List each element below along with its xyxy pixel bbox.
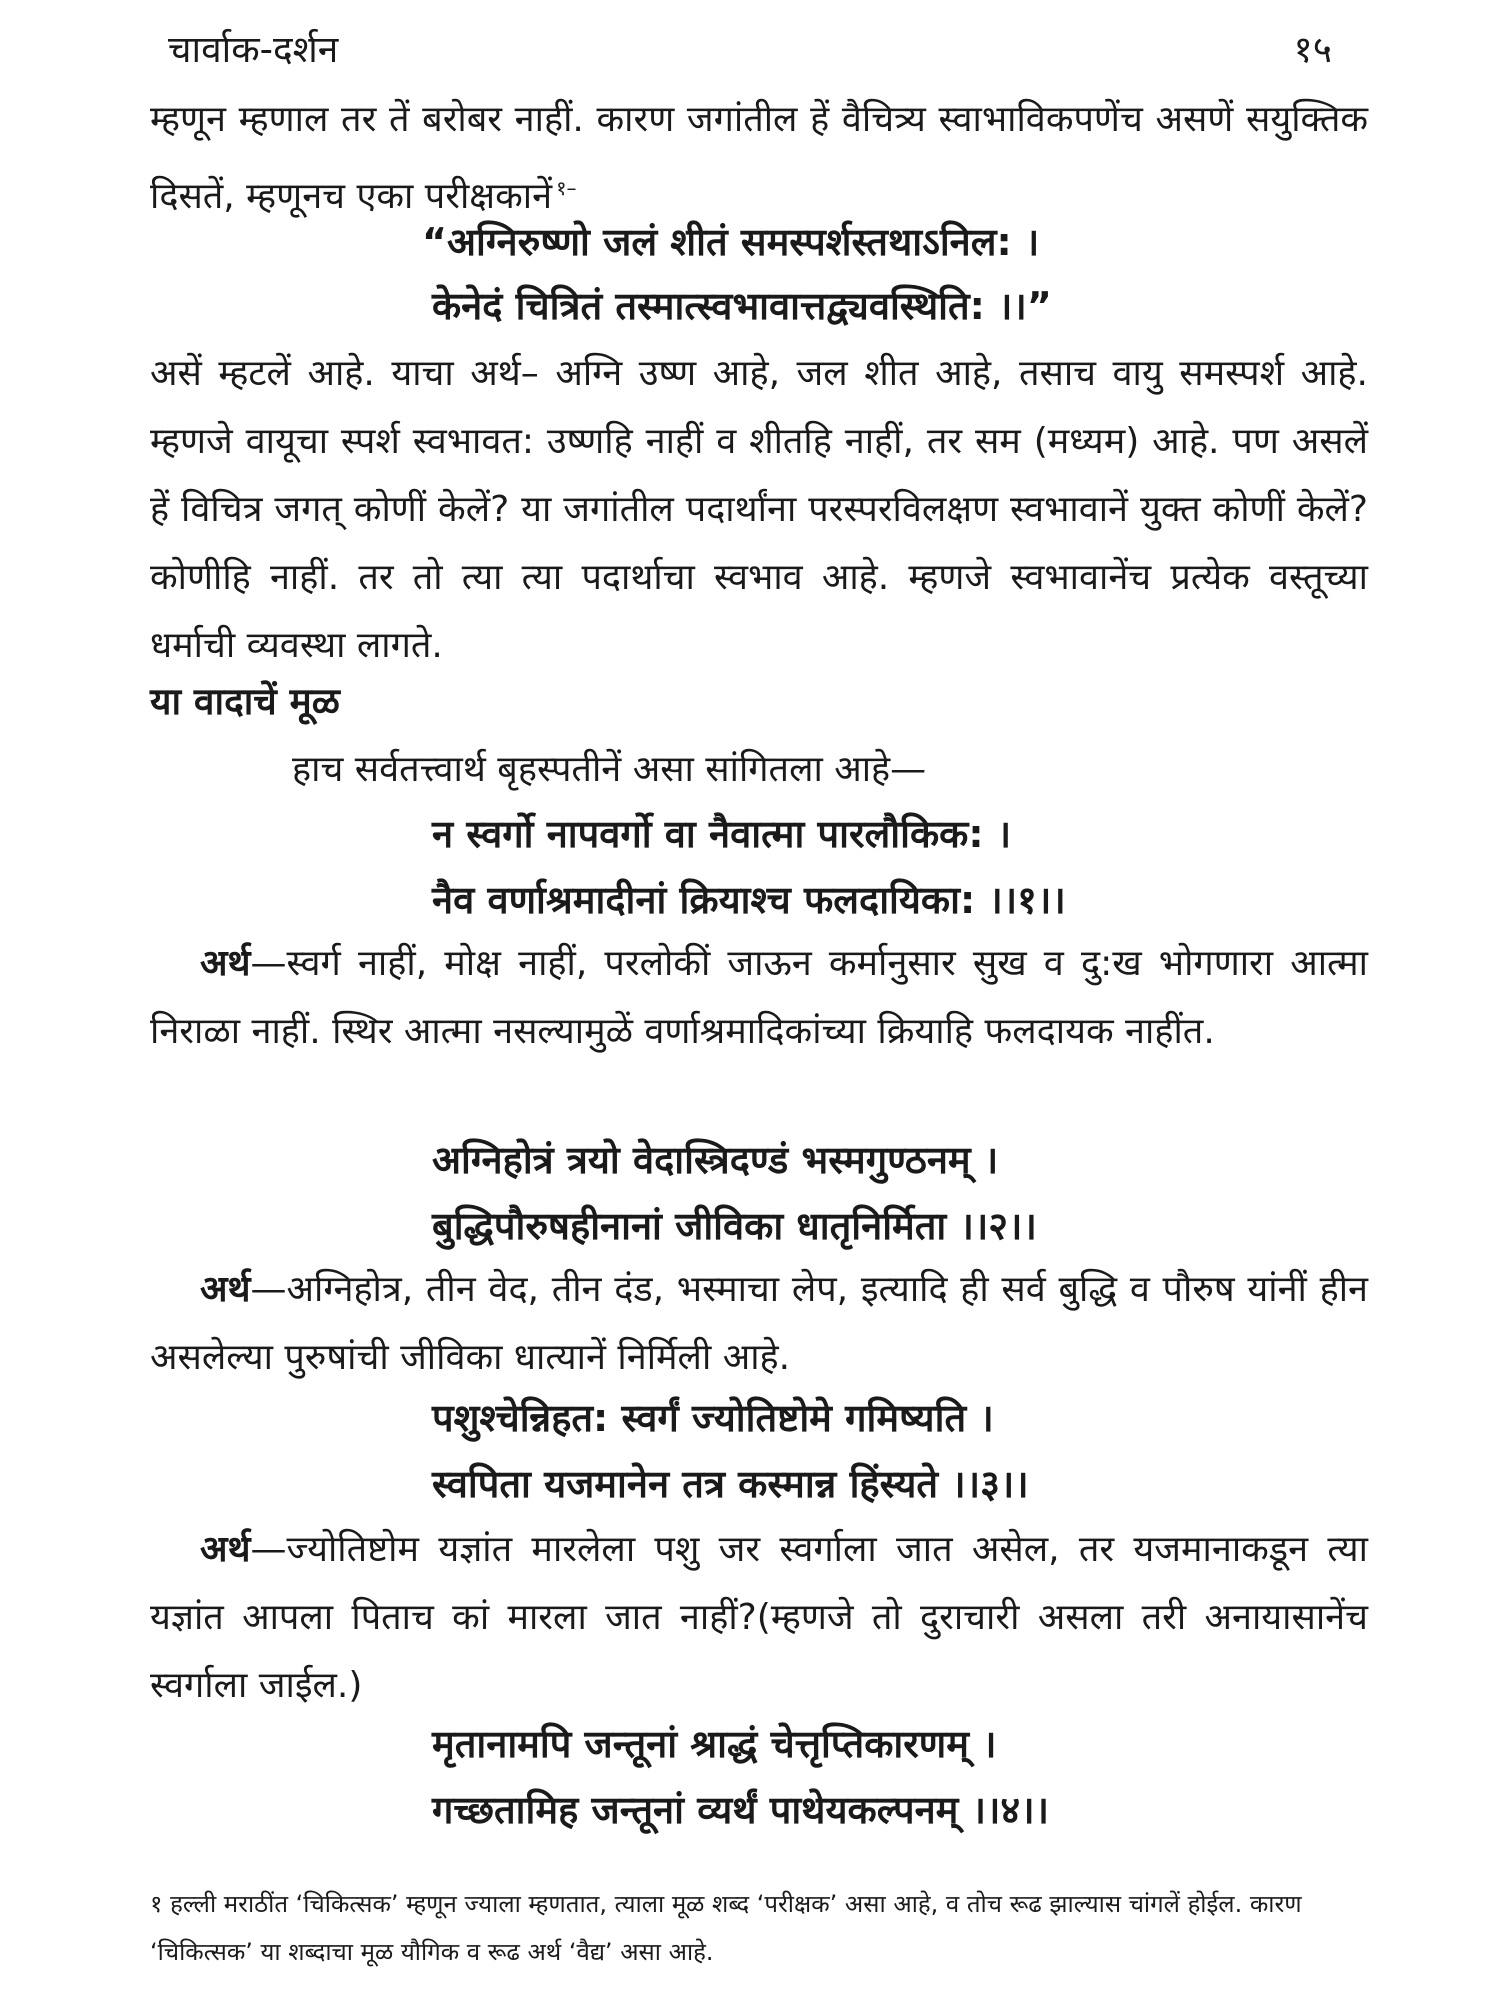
artha-text: —ज्योतिष्टोम यज्ञांत मारलेला पशु जर स्वर्गाला जात असेल, तर यजमानाकडून त्या यज्ञांत आपला पिताच कां मारला जात नाहीं?(म्हणजे तो दुराचारी असला तरी अनायासानेंच स्वर्गाला जाईल.) bbox=[150, 1529, 1368, 1706]
artha-label: अर्थ bbox=[200, 943, 251, 984]
footnote: १ हल्ली मराठींत ‘चिकित्सक’ म्हणून ज्याला म्हणतात, त्याला मूळ शब्द ‘परीक्षक’ असा आहे, व तोच रूढ झाल्यास चांगलें होईल. कारण ‘चिकित्सक’ या शब्दाचा मूळ यौगिक व रूढ अर्थ ‘वैद्य’ असा आहे. bbox=[150, 1890, 1302, 1966]
artha-2 bbox=[150, 1256, 1368, 1392]
artha-label: अर्थ bbox=[200, 1269, 251, 1310]
artha-text: —स्वर्ग नाहीं, मोक्ष नाहीं, परलोकीं जाऊन कर्मानुसार सुख व दु:ख भोगणारा आत्मा निराळा नाहीं. स्थिर आत्मा नसल्यामुळें वर्णाश्रमादिकांच्या क्रियाहि फलदायक नाहींत. bbox=[150, 943, 1368, 1052]
verse-2-line-1: अग्निहोत्रं त्रयो वेदास्त्रिदण्डं भस्मगुण्ठनम् । bbox=[432, 1138, 999, 1182]
verse-0-line-2: केनेदं चित्रितं तस्मात्स्वभावात्तद्व्यवस्थिति: ।।” bbox=[432, 284, 1052, 328]
verse-4-line-2: गच्छतामिह जन्तूनां व्यर्थं पाथेयकल्पनम् ।।४।। bbox=[432, 1788, 1049, 1832]
section-heading: या वादाचें मूळ bbox=[150, 680, 340, 723]
paragraph-text: असें म्हटलें आहे. याचा अर्थ– अग्नि उष्ण आहे, जल शीत आहे, तसाच वायु समस्पर्श आहे. म्हणजे वायूचा स्पर्श स्वभावत: उष्णहि नाहीं व शीतहि नाहीं, तर सम (मध्यम) आहे. पण असलें हें विचित्र जगत् कोणीं केलें? या जगांतील पदार्थांना परस्परविलक्षण स्वभावानें युक्त कोणीं केलें? कोणीहि नाहीं. तर तो त्या त्या पदार्थाचा स्वभाव आहे. म्हणजे स्वभावानेंच प्रत्येक वस्तूच्या धर्माची व्यवस्था लागते. bbox=[150, 353, 1368, 666]
verse-4-line-1: मृतानामपि जन्तूनां श्राद्धं चेत्तृप्तिकारणम् । bbox=[432, 1722, 997, 1766]
page-number: १५ bbox=[1293, 28, 1332, 71]
artha-text: —अग्निहोत्र, तीन वेद, तीन दंड, भस्माचा लेप, इत्यादि ही सर्व बुद्धि व पौरुष यांनीं हीन असलेल्या पुरुषांची जीविका धात्यानें निर्मिली आहे. bbox=[150, 1269, 1368, 1378]
verse-0-line-1: “अग्निरुष्णो जलं शीतं समस्पर्शस्तथाऽनिल: । bbox=[422, 220, 1040, 264]
verse-1-line-1: न स्वर्गो नापवर्गो वा नैवात्मा पारलौकिक: । bbox=[432, 812, 1012, 856]
artha-1 bbox=[150, 930, 1368, 1066]
verse-1-line-2: नैव वर्णाश्रमादीनां क्रियाश्च फलदायिका: ।।१।। bbox=[432, 878, 1066, 922]
section-intro: हाच सर्वतत्त्वार्थ बृहस्पतीनें असा सांगितला आहे— bbox=[292, 749, 927, 790]
artha-label: अर्थ bbox=[200, 1529, 251, 1570]
verse-3-line-2: स्वपिता यजमानेन तत्र कस्मान्न हिंस्यते ।।३।। bbox=[432, 1462, 1029, 1506]
verse-2-line-2: बुद्धिपौरुषहीनानां जीविका धातृनिर्मिता ।।२।। bbox=[432, 1204, 1037, 1248]
paragraph-explanation bbox=[150, 340, 1368, 680]
footnote-marker: १– bbox=[556, 176, 577, 200]
artha-3 bbox=[150, 1516, 1368, 1720]
paragraph-text: म्हणून म्हणाल तर तें बरोबर नाहीं. कारण जगांतील हें वैचित्र्य स्वाभाविकपणेंच असणें सयुक्तिक दिसतें, म्हणूनच एका परीक्षकानें bbox=[150, 99, 1368, 217]
verse-3-line-1: पशुश्चेन्निहत: स्वर्गं ज्योतिष्टोमे गमिष्यति । bbox=[432, 1396, 994, 1440]
running-header-title: चार्वाक-दर्शन bbox=[168, 28, 339, 71]
